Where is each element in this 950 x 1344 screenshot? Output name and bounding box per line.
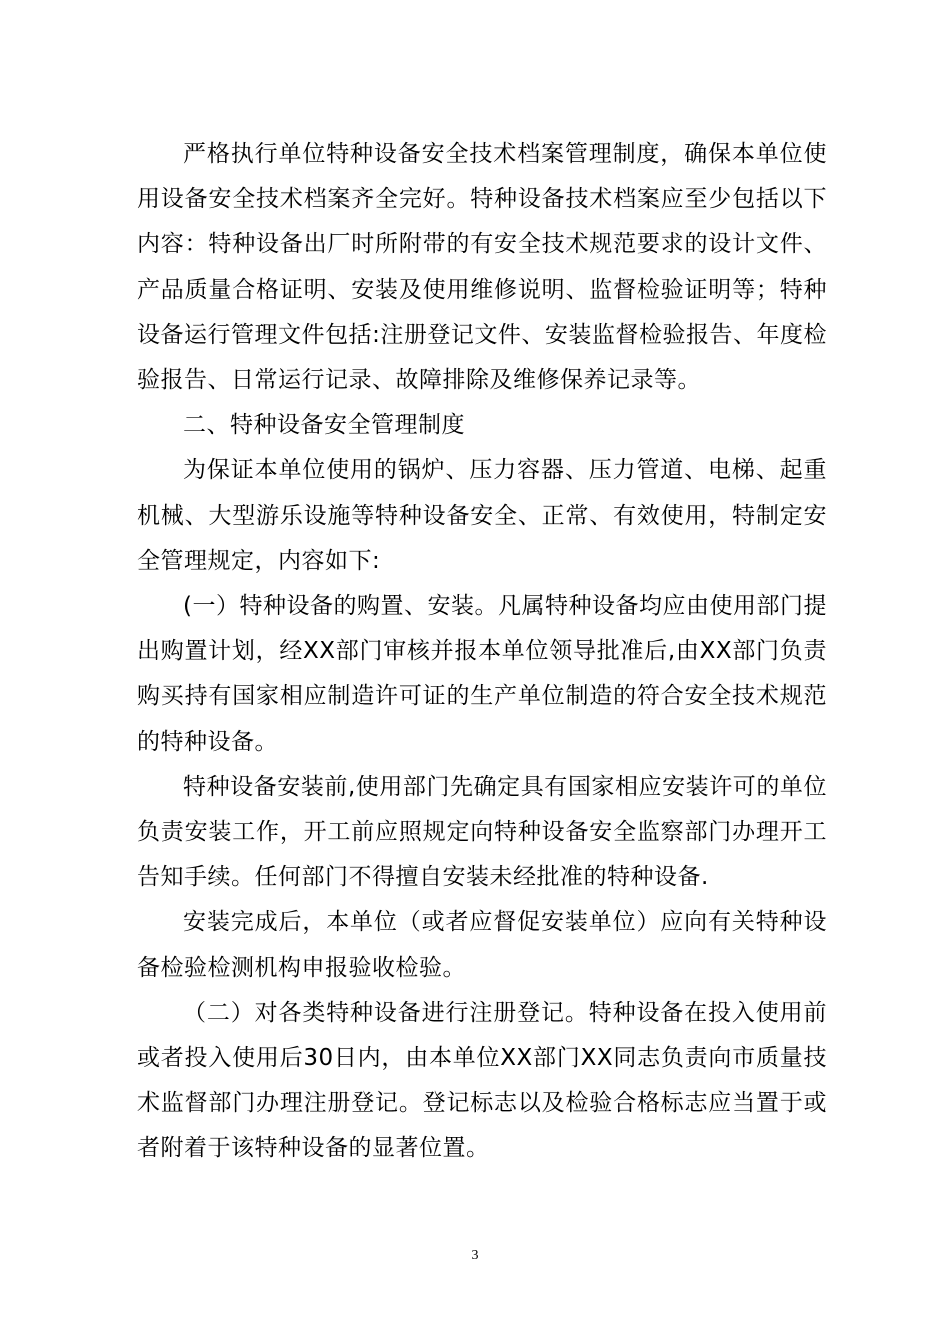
section-heading: 二、特种设备安全管理制度 — [183, 412, 465, 439]
paragraph-archive-management: 严格执行单位特种设备安全技术档案管理制度，确保本单位使用设备安全技术档案齐全完好。特种设备技术档案应至少包括以下内容：特种设备出厂时所附带的有安全技术规范要求的设计文件、产品质量合格证明、安装及使用维修说明、监督检验证明等；特种设备运行管理文件包括:注册登记文件、安装监督检验报告、年度检验报告、日常运行记录、故障排除及维修保养记录等。 — [137, 141, 827, 394]
page-number: 3 — [471, 1248, 479, 1263]
paragraph-before-install: 特种设备安装前,使用部门先确定具有国家相应安装许可的单位负责安装工作，开工前应照规定向特种设备安全监察部门办理开工告知手续。任何部门不得擅自安装未经批准的特种设备. — [137, 773, 827, 891]
paragraph-after-install: 安装完成后，本单位（或者应督促安装单位）应向有关特种设备检验检测机构申报验收检验。 — [137, 909, 827, 981]
paragraph-purchase-install: (一）特种设备的购置、安装。凡属特种设备均应由使用部门提出购置计划，经XX部门审核并报本单位领导批准后,由XX部门负责购买持有国家相应制造许可证的生产单位制造的符合安全技术规范的特种设备。 — [137, 593, 827, 755]
paragraph-registration: （二）对各类特种设备进行注册登记。特种设备在投入使用前或者投入使用后30日内，由本单位XX部门XX同志负责向市质量技术监督部门办理注册登记。登记标志以及检验合格标志应当置于或者附着于该特种设备的显著位置。 — [137, 999, 827, 1162]
paragraph-intro: 为保证本单位使用的锅炉、压力容器、压力管道、电梯、起重机械、大型游乐设施等特种设备安全、正常、有效使用，特制定安全管理规定，内容如下: — [137, 457, 827, 574]
body-text — [137, 132, 827, 1172]
